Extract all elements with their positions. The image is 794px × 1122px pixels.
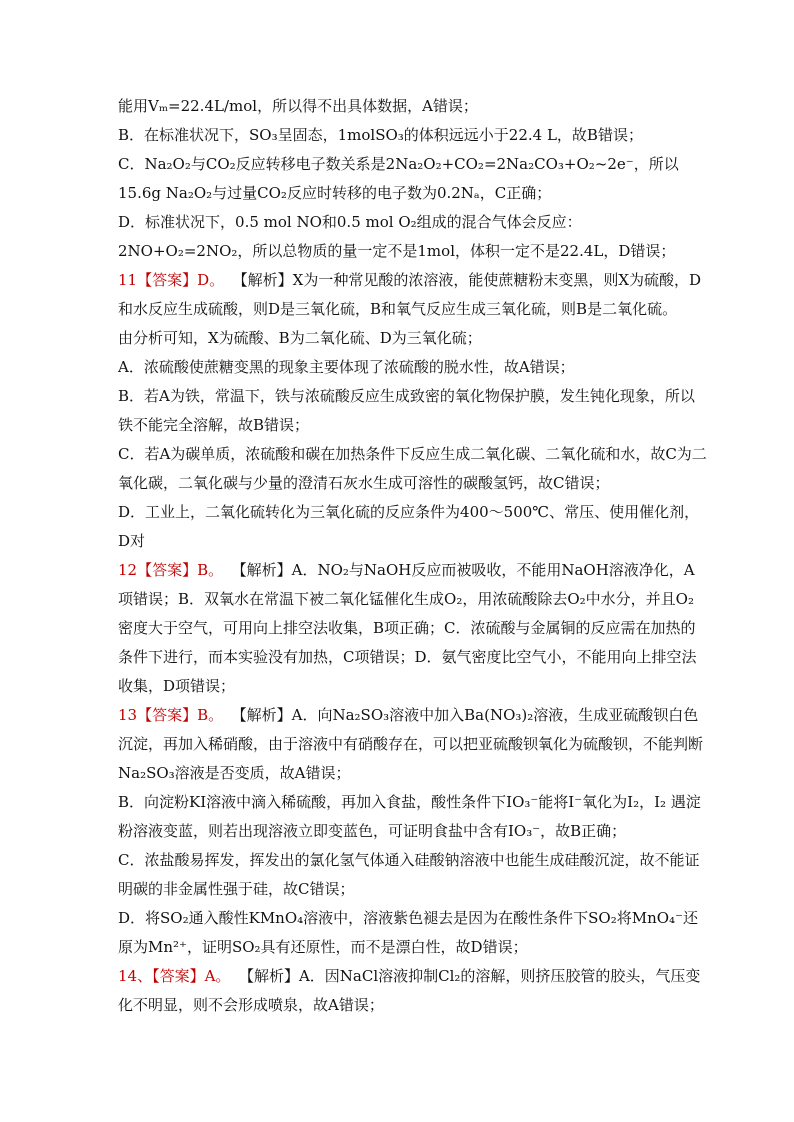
paragraph-p6: A．浓硫酸使蔗糖变黑的现象主要体现了浓硫酸的脱水性，故A错误； [118,358,575,376]
question-13 [118,701,708,788]
paragraph-p3: C．Na₂O₂与CO₂反应转移电子数关系是2Na₂O₂+CO₂=2Na₂CO₃+O₂~2e⁻，所以15.6g Na₂O₂与过量CO₂反应时转移的电子数为0.2Nₐ，C正确； [118,155,679,202]
paragraph-p8: C．若A为碳单质，浓硫酸和碳在加热条件下反应生成二氧化碳、二氧化硫和水，故C为二氧化碳，二氧化碳与少量的澄清石灰水生成可溶性的碳酸氢钙，故C错误； [118,445,707,492]
analysis-text: A．向Na₂SO₃溶液中加入Ba(NO₃)₂溶液，生成亚硫酸钡白色沉淀，再加入稀硝酸，由于溶液中有硝酸存在，可以把亚硫酸钡氧化为硫酸钡，不能判断Na₂SO₃溶液是否变质，故A错误； [118,706,704,782]
analysis-label: 【解析】 [246,967,299,985]
paragraph-p5: 由分析可知，X为硫酸、B为二氧化硫、D为三氧化硫； [118,329,482,347]
paragraph-p2: B．在标准状况下，SO₃呈固态，1molSO₃的体积远远小于22.4 L，故B错误； [118,126,643,144]
answer-tag: 【答案】B。 [137,706,224,724]
analysis-text: A．因NaCl溶液抑制Cl₂的溶解，则挤压胶管的胶头，气压变化不明显，则不会形成喷泉，故A错误； [118,967,701,1014]
paragraph-p11: C．浓盐酸易挥发，挥发出的氯化氢气体通入硅酸钠溶液中也能生成硅酸沉淀，故不能证明碳的非金属性强于硅，故C错误； [118,851,700,898]
answer-tag: 【答案】A。 [152,967,231,985]
question-number: 11 [118,271,138,289]
question-number: 14、 [118,967,153,985]
analysis-label: 【解析】 [240,271,293,289]
paragraph-p4: D．标准状况下，0.5 mol NO和0.5 mol O₂组成的混合气体会反应：2NO+O₂=2NO₂，所以总物质的量一定不是1mol，体积一定不是22.4L，D错误； [118,213,676,260]
paragraph-p7: B．若A为铁，常温下，铁与浓硫酸反应生成致密的氧化物保护膜，发生钝化现象，所以铁不能完全溶解，故B错误； [118,387,695,434]
paragraph-p1: 能用Vₘ=22.4L/mol，所以得不出具体数据，A错误； [118,97,478,115]
question-11 [118,266,708,324]
question-number: 13 [118,706,138,724]
analysis-text: X为一种常见酸的浓溶液，能使蔗糖粉末变黑，则X为硫酸，D和水反应生成硫酸，则D是三氧化硫，B和氧气反应生成三氧化硫，则B是二氧化硫。 [118,271,702,318]
question-12 [118,556,708,701]
answer-tag: 【答案】B。 [137,561,224,579]
answer-tag: 【答案】D。 [137,271,225,289]
paragraph-p12: D．将SO₂通入酸性KMnO₄溶液中，溶液紫色褪去是因为在酸性条件下SO₂将MnO₄⁻还原为Mn²⁺，证明SO₂具有还原性，而不是漂白性，故D错误； [118,909,698,956]
analysis-label: 【解析】 [239,561,292,579]
analysis-label: 【解析】 [239,706,292,724]
question-number: 12 [118,561,138,579]
question-14 [118,962,708,1020]
paragraph-p9: D．工业上，二氧化硫转化为三氧化硫的反应条件为400～500℃、常压、使用催化剂，D对 [118,503,700,550]
paragraph-p10: B．向淀粉KI溶液中滴入稀硫酸，再加入食盐，酸性条件下IO₃⁻能将I⁻氧化为I₂，I₂ 遇淀粉溶液变蓝，则若出现溶液立即变蓝色，可证明食盐中含有IO₃⁻，故B正确； [118,793,701,840]
analysis-text: A．NO₂与NaOH反应而被吸收，不能用NaOH溶液净化，A项错误；B．双氧水在常温下被二氧化锰催化生成O₂，用浓硫酸除去O₂中水分，并且O₂密度大于空气，可用向上排空法收集，B项正确；C．浓硫酸与金属铜的反应需在加热的条件下进行，而本实验没有加热，C项错误；D．氨气密度比空气小，不能用向上排空法收集，D项错误； [118,561,697,695]
